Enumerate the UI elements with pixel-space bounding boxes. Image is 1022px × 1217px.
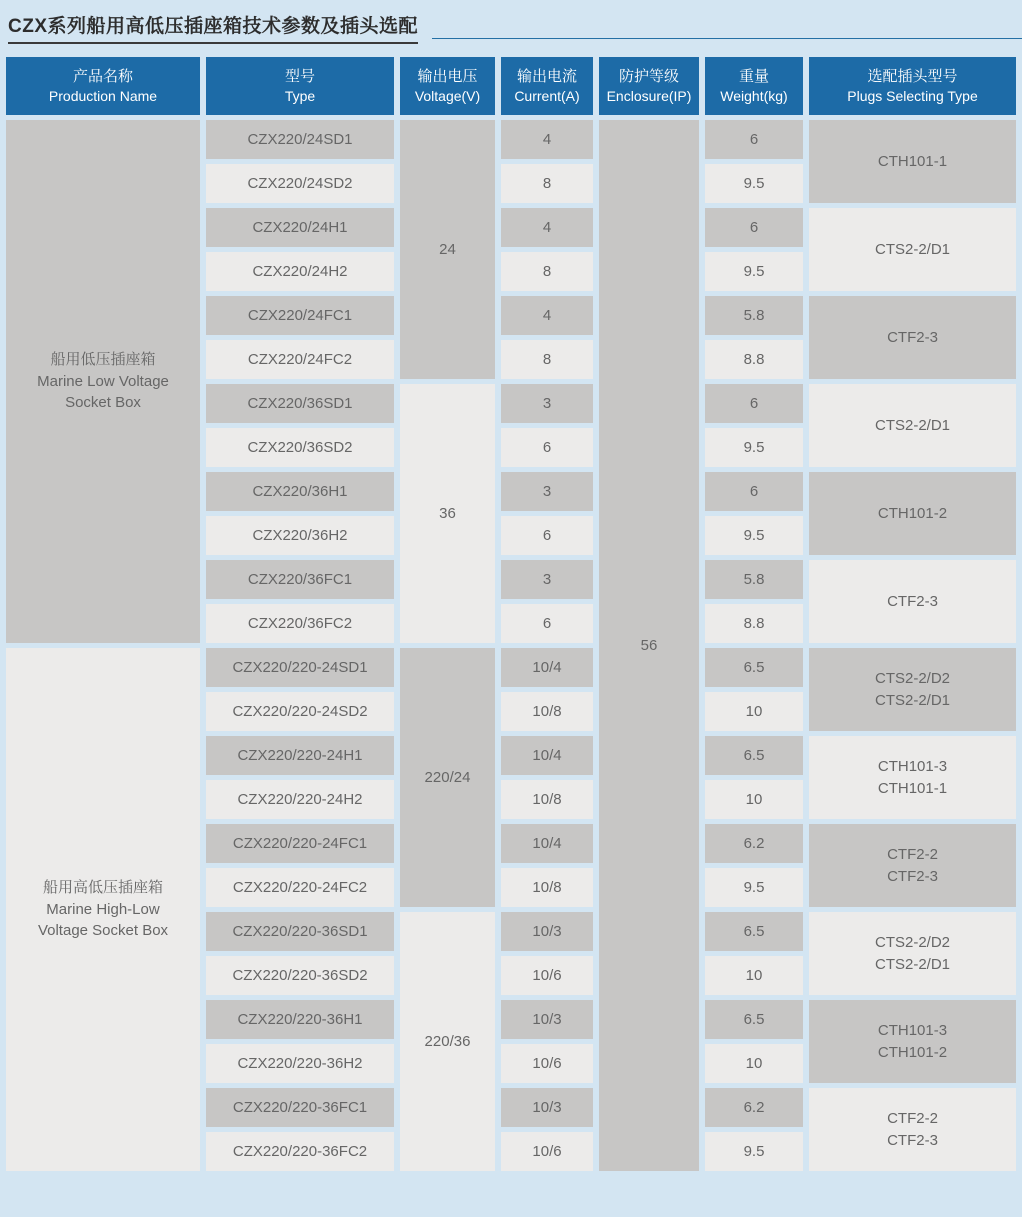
header-label-zh: 型号 bbox=[284, 67, 315, 85]
header-cell-enclosure bbox=[599, 57, 699, 115]
product-name-cell-line: Marine Low Voltage bbox=[37, 372, 169, 390]
plug-cell-line: CTH101-2 bbox=[877, 1043, 948, 1061]
weight-cell: 6 bbox=[705, 208, 803, 247]
header-label-zh: 产品名称 bbox=[72, 67, 133, 85]
weight-cell: 8.8 bbox=[705, 340, 803, 379]
header-cell-production-name bbox=[6, 57, 200, 115]
current-cell: 8 bbox=[501, 164, 593, 203]
product-name-cell-line: 船用低压插座箱 bbox=[50, 350, 156, 368]
plug-cell-line: CTF2-3 bbox=[887, 592, 938, 610]
title-rule-line bbox=[432, 38, 1022, 39]
current-cell: 10/8 bbox=[501, 868, 593, 907]
type-cell: CZX220/24SD2 bbox=[206, 164, 394, 203]
weight-cell: 6.5 bbox=[705, 648, 803, 687]
header-label-en: Production Name bbox=[48, 88, 158, 105]
weight-cell: 9.5 bbox=[705, 1132, 803, 1171]
plug-cell-line: CTH101-1 bbox=[877, 152, 948, 170]
weight-cell: 6 bbox=[705, 472, 803, 511]
current-cell: 6 bbox=[501, 604, 593, 643]
plug-cell-line: CTS2-2/D1 bbox=[874, 691, 951, 709]
current-cell: 10/3 bbox=[501, 912, 593, 951]
current-cell: 4 bbox=[501, 120, 593, 159]
current-cell: 10/6 bbox=[501, 1044, 593, 1083]
header-label-zh: 重量 bbox=[738, 67, 769, 85]
header-cell-plugs bbox=[809, 57, 1016, 115]
weight-cell: 6.5 bbox=[705, 912, 803, 951]
weight-cell: 6.5 bbox=[705, 1000, 803, 1039]
plug-cell-line: CTF2-2 bbox=[887, 1109, 938, 1127]
header-label-zh: 输出电流 bbox=[516, 67, 577, 85]
plug-cell-line: CTH101-3 bbox=[877, 757, 948, 775]
plug-cell bbox=[809, 648, 1016, 731]
type-cell: CZX220/36H1 bbox=[206, 472, 394, 511]
plug-cell bbox=[809, 384, 1016, 467]
weight-cell: 6.2 bbox=[705, 824, 803, 863]
current-cell: 10/6 bbox=[501, 956, 593, 995]
page-title: CZX系列船用高低压插座箱技术参数及插头选配 bbox=[8, 11, 418, 44]
weight-cell: 6.2 bbox=[705, 1088, 803, 1127]
plug-cell-line: CTF2-3 bbox=[887, 328, 938, 346]
header-label-en: Voltage(V) bbox=[414, 88, 481, 105]
weight-cell: 9.5 bbox=[705, 252, 803, 291]
type-cell: CZX220/24FC2 bbox=[206, 340, 394, 379]
weight-cell: 5.8 bbox=[705, 560, 803, 599]
plug-cell bbox=[809, 560, 1016, 643]
current-cell: 4 bbox=[501, 296, 593, 335]
header-cell-type bbox=[206, 57, 394, 115]
current-cell: 10/3 bbox=[501, 1088, 593, 1127]
type-cell: CZX220/24FC1 bbox=[206, 296, 394, 335]
weight-cell: 6 bbox=[705, 120, 803, 159]
weight-cell: 6.5 bbox=[705, 736, 803, 775]
plug-cell-line: CTH101-1 bbox=[877, 779, 948, 797]
current-cell: 8 bbox=[501, 252, 593, 291]
current-cell: 6 bbox=[501, 516, 593, 555]
header-label-zh: 防护等级 bbox=[618, 67, 679, 85]
plug-cell bbox=[809, 472, 1016, 555]
header-label-en: Weight(kg) bbox=[720, 88, 788, 105]
product-name-cell-line: 船用高低压插座箱 bbox=[42, 878, 163, 896]
weight-cell: 6 bbox=[705, 384, 803, 423]
header-label-en: Plugs Selecting Type bbox=[847, 88, 978, 105]
current-cell: 10/4 bbox=[501, 648, 593, 687]
product-name-cell-line: Socket Box bbox=[65, 394, 141, 412]
type-cell: CZX220/24H1 bbox=[206, 208, 394, 247]
plug-cell bbox=[809, 1088, 1016, 1171]
type-cell: CZX220/36SD1 bbox=[206, 384, 394, 423]
current-cell: 10/3 bbox=[501, 1000, 593, 1039]
voltage-cell: 36 bbox=[400, 384, 495, 643]
weight-cell: 9.5 bbox=[705, 164, 803, 203]
current-cell: 3 bbox=[501, 560, 593, 599]
header-label-en: Current(A) bbox=[514, 88, 580, 105]
plug-cell-line: CTH101-3 bbox=[877, 1021, 948, 1039]
product-name-cell-line: Voltage Socket Box bbox=[37, 922, 169, 940]
weight-cell: 8.8 bbox=[705, 604, 803, 643]
plug-cell bbox=[809, 824, 1016, 907]
weight-cell: 5.8 bbox=[705, 296, 803, 335]
type-cell: CZX220/220-24H2 bbox=[206, 780, 394, 819]
plug-cell bbox=[809, 120, 1016, 203]
voltage-cell: 220/36 bbox=[400, 912, 495, 1171]
title-row bbox=[0, 0, 1022, 44]
current-cell: 10/6 bbox=[501, 1132, 593, 1171]
enclosure-cell: 56 bbox=[599, 120, 699, 1171]
type-cell: CZX220/220-24FC1 bbox=[206, 824, 394, 863]
plug-cell bbox=[809, 912, 1016, 995]
header-label-zh: 输出电压 bbox=[417, 67, 478, 85]
plug-cell-line: CTS2-2/D2 bbox=[874, 933, 951, 951]
plug-cell-line: CTS2-2/D1 bbox=[874, 955, 951, 973]
type-cell: CZX220/36FC2 bbox=[206, 604, 394, 643]
type-cell: CZX220/36FC1 bbox=[206, 560, 394, 599]
header-label-en: Type bbox=[284, 88, 316, 105]
type-cell: CZX220/220-24FC2 bbox=[206, 868, 394, 907]
header-label-zh: 选配插头型号 bbox=[867, 67, 958, 85]
plug-cell-line: CTS2-2/D1 bbox=[874, 416, 951, 434]
type-cell: CZX220/220-24SD1 bbox=[206, 648, 394, 687]
current-cell: 3 bbox=[501, 472, 593, 511]
current-cell: 8 bbox=[501, 340, 593, 379]
weight-cell: 9.5 bbox=[705, 868, 803, 907]
current-cell: 10/4 bbox=[501, 824, 593, 863]
header-cell-weight bbox=[705, 57, 803, 115]
current-cell: 4 bbox=[501, 208, 593, 247]
plug-cell-line: CTF2-3 bbox=[887, 867, 938, 885]
table-row bbox=[6, 120, 1016, 159]
voltage-cell: 220/24 bbox=[400, 648, 495, 907]
spec-table bbox=[0, 52, 1022, 1176]
plug-cell-line: CTS2-2/D1 bbox=[874, 240, 951, 258]
plug-cell bbox=[809, 1000, 1016, 1083]
header-label-en: Enclosure(IP) bbox=[606, 88, 692, 105]
current-cell: 10/8 bbox=[501, 780, 593, 819]
type-cell: CZX220/220-36SD1 bbox=[206, 912, 394, 951]
plug-cell bbox=[809, 208, 1016, 291]
current-cell: 10/4 bbox=[501, 736, 593, 775]
plug-cell bbox=[809, 296, 1016, 379]
table-header-row bbox=[6, 57, 1016, 115]
header-cell-voltage bbox=[400, 57, 495, 115]
type-cell: CZX220/220-36FC1 bbox=[206, 1088, 394, 1127]
type-cell: CZX220/220-36H2 bbox=[206, 1044, 394, 1083]
current-cell: 3 bbox=[501, 384, 593, 423]
type-cell: CZX220/24SD1 bbox=[206, 120, 394, 159]
weight-cell: 10 bbox=[705, 780, 803, 819]
weight-cell: 9.5 bbox=[705, 428, 803, 467]
current-cell: 6 bbox=[501, 428, 593, 467]
type-cell: CZX220/36H2 bbox=[206, 516, 394, 555]
type-cell: CZX220/220-36FC2 bbox=[206, 1132, 394, 1171]
plug-cell-line: CTF2-3 bbox=[887, 1131, 938, 1149]
type-cell: CZX220/220-36SD2 bbox=[206, 956, 394, 995]
type-cell: CZX220/220-24SD2 bbox=[206, 692, 394, 731]
weight-cell: 10 bbox=[705, 692, 803, 731]
plug-cell-line: CTH101-2 bbox=[877, 504, 948, 522]
voltage-cell: 24 bbox=[400, 120, 495, 379]
product-name-cell bbox=[6, 120, 200, 643]
plug-cell-line: CTF2-2 bbox=[887, 845, 938, 863]
table-row bbox=[6, 648, 1016, 687]
header-cell-current bbox=[501, 57, 593, 115]
current-cell: 10/8 bbox=[501, 692, 593, 731]
type-cell: CZX220/24H2 bbox=[206, 252, 394, 291]
product-name-cell bbox=[6, 648, 200, 1171]
type-cell: CZX220/220-24H1 bbox=[206, 736, 394, 775]
plug-cell-line: CTS2-2/D2 bbox=[874, 669, 951, 687]
weight-cell: 10 bbox=[705, 1044, 803, 1083]
weight-cell: 9.5 bbox=[705, 516, 803, 555]
product-name-cell-line: Marine High-Low bbox=[46, 900, 160, 918]
type-cell: CZX220/36SD2 bbox=[206, 428, 394, 467]
plug-cell bbox=[809, 736, 1016, 819]
weight-cell: 10 bbox=[705, 956, 803, 995]
type-cell: CZX220/220-36H1 bbox=[206, 1000, 394, 1039]
